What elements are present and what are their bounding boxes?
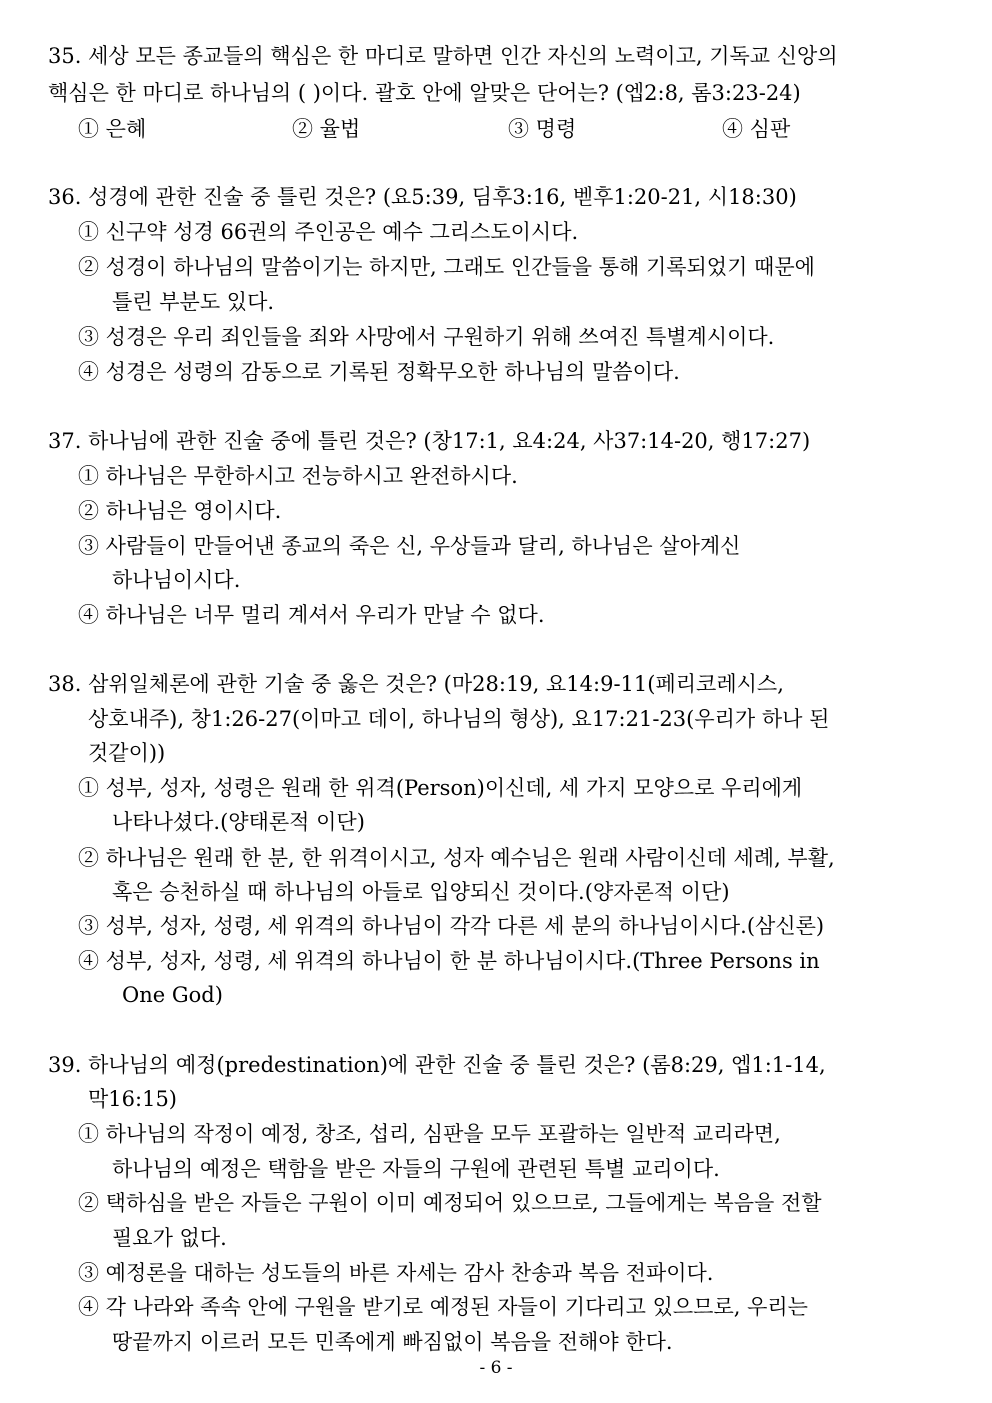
q36-option-2-cont: 틀린 부분도 있다. (112, 290, 275, 314)
q39-option-4-cont: 땅끝까지 이르러 모든 민족에게 빠짐없이 복음을 전해야 한다. (112, 1330, 673, 1354)
q35-option-4: ④ 심판 (722, 117, 791, 141)
q38-option-1: ① 성부, 성자, 성령은 원래 한 위격(Person)이신데, 세 가지 모양으로 우리에게 (78, 776, 803, 800)
question-38-text: 38. 삼위일체론에 관한 기술 중 옳은 것은? (마28:19, 요14:9-11(페리코레시스, (48, 672, 784, 696)
page-number: - 6 - (479, 1358, 513, 1378)
question-39-text: 39. 하나님의 예정(predestination)에 관한 진술 중 틀린 것은? (롬8:29, 엡1:1-14, (48, 1053, 826, 1077)
q36-option-4: ④ 성경은 성령의 감동으로 기록된 정확무오한 하나님의 말씀이다. (78, 360, 680, 384)
q36-option-2: ② 성경이 하나님의 말씀이기는 하지만, 그래도 인간들을 통해 기록되었기 때문에 (78, 255, 815, 279)
q35-option-3: ③ 명령 (508, 117, 577, 141)
q38-option-2-cont: 혹은 승천하실 때 하나님의 아들로 입양되신 것이다.(양자론적 이단) (112, 880, 730, 904)
q37-option-3-cont: 하나님이시다. (112, 568, 241, 592)
question-38-text-cont-2: 것같이)) (88, 741, 166, 765)
q38-option-2: ② 하나님은 원래 한 분, 한 위격이시고, 성자 예수님은 원래 사람이신데 세례, 부활, (78, 846, 835, 870)
q36-option-1: ① 신구약 성경 66권의 주인공은 예수 그리스도이시다. (78, 220, 579, 244)
q39-option-2: ② 택하심을 받은 자들은 구원이 이미 예정되어 있으므로, 그들에게는 복음을 전할 (78, 1191, 822, 1215)
question-39-text-cont: 막16:15) (88, 1087, 177, 1111)
question-37-text: 37. 하나님에 관한 진술 중에 틀린 것은? (창17:1, 요4:24, 사37:14-20, 행17:27) (48, 429, 811, 453)
q38-option-4-cont: One God) (122, 983, 223, 1007)
q39-option-3: ③ 예정론을 대하는 성도들의 바른 자세는 감사 찬송과 복음 전파이다. (78, 1261, 714, 1285)
q37-option-4: ④ 하나님은 너무 멀리 계셔서 우리가 만날 수 없다. (78, 603, 545, 627)
question-35-text: 35. 세상 모든 종교들의 핵심은 한 마디로 말하면 인간 자신의 노력이고, 기독교 신앙의 (48, 44, 838, 68)
q39-option-2-cont: 필요가 없다. (112, 1226, 227, 1250)
q36-option-3: ③ 성경은 우리 죄인들을 죄와 사망에서 구원하기 위해 쓰여진 특별계시이다. (78, 325, 775, 349)
q39-option-4: ④ 각 나라와 족속 안에 구원을 받기로 예정된 자들이 기다리고 있으므로, 우리는 (78, 1295, 808, 1319)
question-36-text: 36. 성경에 관한 진술 중 틀린 것은? (요5:39, 딤후3:16, 벧후1:20-21, 시18:30) (48, 185, 797, 209)
q35-option-1: ① 은혜 (78, 117, 147, 141)
q38-option-4: ④ 성부, 성자, 성령, 세 위격의 하나님이 한 분 하나님이시다.(Three Persons in (78, 949, 820, 973)
question-35-text-cont: 핵심은 한 마디로 하나님의 ( )이다. 괄호 안에 알맞은 단어는? (엡2:8, 롬3:23-24) (48, 81, 801, 105)
q39-option-1-cont: 하나님의 예정은 택함을 받은 자들의 구원에 관련된 특별 교리이다. (112, 1157, 720, 1181)
q38-option-3: ③ 성부, 성자, 성령, 세 위격의 하나님이 각각 다른 세 분의 하나님이시다.(삼신론) (78, 914, 825, 938)
q37-option-3: ③ 사람들이 만들어낸 종교의 죽은 신, 우상들과 달리, 하나님은 살아계신 (78, 534, 741, 558)
question-38-text-cont-1: 상호내주), 창1:26-27(이마고 데이, 하나님의 형상), 요17:21-23(우리가 하나 된 (88, 707, 830, 731)
q37-option-2: ② 하나님은 영이시다. (78, 499, 282, 523)
q39-option-1: ① 하나님의 작정이 예정, 창조, 섭리, 심판을 모두 포괄하는 일반적 교리라면, (78, 1122, 781, 1146)
q37-option-1: ① 하나님은 무한하시고 전능하시고 완전하시다. (78, 464, 518, 488)
q35-option-2: ② 율법 (292, 117, 361, 141)
q38-option-1-cont: 나타나셨다.(양태론적 이단) (112, 810, 365, 834)
